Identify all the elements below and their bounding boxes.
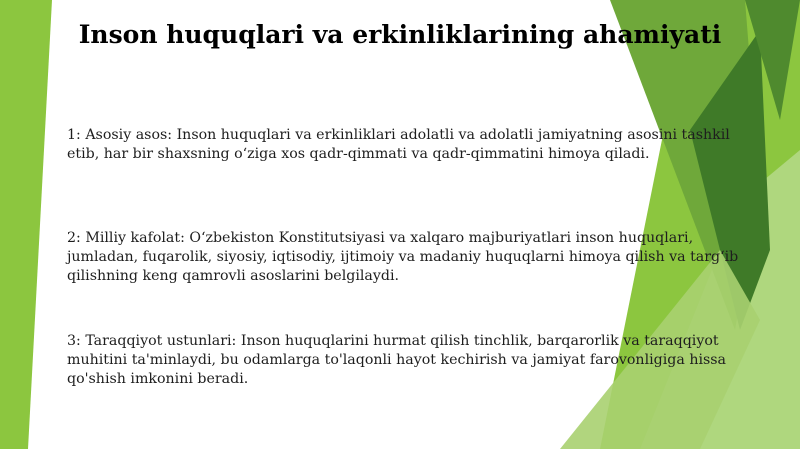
paragraph-3: 3: Taraqqiyot ustunlari: Inson huquqlarini hurmat qilish tinchlik, barqarorlik va taraqqiyot muhitini ta'minlaydi, bu odamlarga to'laqonli hayot kechirish va jamiyat farovonligiga hissa qo'shish imkonini beradi. [67,333,727,387]
paragraph-1: 1: Asosiy asos: Inson huquqlari va erkinliklari adolatli va adolatli jamiyatning asosini tashkil etib, har bir shaxsning o‘ziga xos qadr-qimmati va qadr-qimmatini himoya qiladi. [67,127,730,162]
left-green-band [0,0,52,449]
paragraph-2: 2: Milliy kafolat: O‘zbekiston Konstitutsiyasi va xalqaro majburiyatlari inson huquqlari, jumladan, fuqarolik, siyosiy, iqtisodiy, ijtimoiy va madaniy huquqlarni himoya qilish va targ‘ib qilishning keng qamrovli asoslarini belgilaydi. [67,230,739,284]
slide-title: Inson huquqlari va erkinliklarining ahamiyati [78,20,722,49]
